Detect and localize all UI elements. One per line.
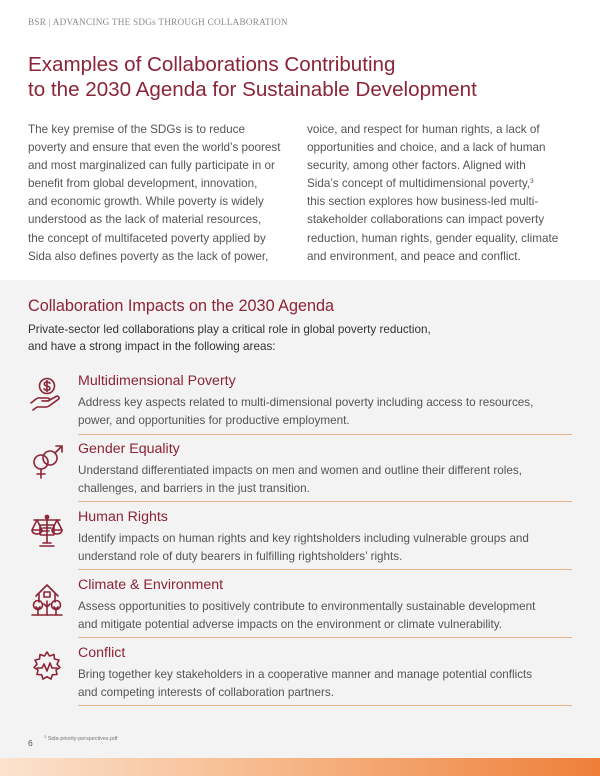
impact-description-line: and competing interests of collaboration partners.: [78, 685, 334, 699]
impact-description-line: Identify impacts on human rights and key rightsholders including vulnerable groups and: [78, 532, 529, 545]
footnote-text[interactable]: Sida-priority-perspectives.pdf: [47, 736, 118, 742]
panel-intro-line: and have a strong impact in the following areas:: [28, 340, 276, 353]
intro-line: benefit from global development, innovation,: [28, 177, 258, 191]
intro-column-1: [28, 121, 298, 266]
intro-line: this section explores how business-led multi-: [307, 195, 539, 209]
impact-title: Human Rights: [78, 509, 168, 525]
intro-line: and economic growth. While poverty is widely: [28, 195, 264, 209]
impact-description-line: Address key aspects related to multi-dimensional poverty including access to resources,: [78, 396, 534, 409]
footnote-reference[interactable]: 3: [530, 178, 534, 186]
gender-symbol-icon: [28, 443, 66, 481]
footnote: [44, 734, 118, 742]
impact-item-multidimensional-poverty: [28, 373, 572, 439]
impact-description: [78, 666, 572, 701]
impact-divider: [78, 637, 572, 638]
intro-line: [307, 175, 577, 193]
impact-description-line: and mitigate potential adverse impacts on the environment or climate vulnerability.: [78, 617, 502, 631]
impact-description-line: Bring together key stakeholders in a cooperative manner and manage potential conflicts: [78, 668, 533, 681]
intro-line: and most marginalized can fully participate in or: [28, 159, 275, 173]
panel-intro-line: Private-sector led collaborations play a critical role in global poverty reduction,: [28, 323, 431, 336]
page-title-line-2: to the 2030 Agenda for Sustainable Development: [28, 78, 477, 101]
page-title: [28, 52, 568, 102]
footnote-number: 3: [44, 734, 47, 739]
impact-description: [78, 598, 572, 633]
scales-of-justice-icon: [28, 511, 66, 549]
impact-divider: [78, 705, 572, 706]
impact-title: Gender Equality: [78, 441, 180, 457]
panel-title: Collaboration Impacts on the 2030 Agenda: [28, 297, 334, 315]
intro-line: Sida also defines poverty as the lack of power,: [28, 249, 269, 263]
intro-line: opportunities and choice, and a lack of human: [307, 141, 546, 155]
page-title-line-1: Examples of Collaborations Contributing: [28, 53, 396, 76]
intro-line: reduction, human rights, gender equality, climate: [307, 231, 559, 245]
intro-line: stakeholder collaborations can impact poverty: [307, 213, 545, 227]
impact-title: Conflict: [78, 645, 126, 661]
bottom-gradient-bar: [0, 758, 600, 776]
impact-divider: [78, 501, 572, 502]
impact-title: Multidimensional Poverty: [78, 373, 236, 389]
impact-item-gender-equality: [28, 441, 572, 507]
intro-line: the concept of multifaceted poverty applied by: [28, 231, 266, 245]
intro-line: poverty and ensure that even the world’s poorest: [28, 141, 281, 155]
impact-description: [78, 530, 572, 565]
conflict-lightning-icon: [28, 647, 66, 685]
impact-title: Climate & Environment: [78, 577, 224, 593]
impact-description: [78, 394, 572, 429]
intro-line: The key premise of the SDGs is to reduce: [28, 123, 245, 136]
impact-item-conflict: [28, 645, 572, 711]
intro-line: and environment, and peace and conflict.: [307, 249, 521, 263]
intro-line: security, among other factors. Aligned with: [307, 159, 526, 173]
impact-item-climate-environment: [28, 577, 572, 643]
impact-description-line: Assess opportunities to positively contribute to environmentally sustainable development: [78, 600, 536, 613]
page-number: 6: [28, 738, 33, 748]
intro-column-2: [307, 121, 577, 266]
intro-line: understood as the lack of material resources,: [28, 213, 262, 227]
intro-line: voice, and respect for human rights, a lack of: [307, 123, 540, 136]
impact-description-line: understand role of duty bearers in fulfilling rightsholders’ rights.: [78, 549, 403, 563]
impact-divider: [78, 569, 572, 570]
impact-description-line: Understand differentiated impacts on men and women and outline their different roles,: [78, 464, 522, 477]
house-trees-icon: [28, 579, 66, 617]
panel-intro: [28, 321, 568, 355]
impact-item-human-rights: [28, 509, 572, 575]
running-header: BSR | ADVANCING THE SDGs THROUGH COLLABORATION: [28, 17, 288, 27]
impact-description-line: challenges, and barriers in the just transition.: [78, 481, 310, 495]
impact-description: [78, 462, 572, 497]
hand-dollar-icon: [28, 375, 66, 413]
intro-line-text: Sida’s concept of multidimensional poverty,: [307, 177, 531, 191]
impact-divider: [78, 434, 572, 435]
impact-description-line: power, and opportunities for productive employment.: [78, 413, 350, 427]
